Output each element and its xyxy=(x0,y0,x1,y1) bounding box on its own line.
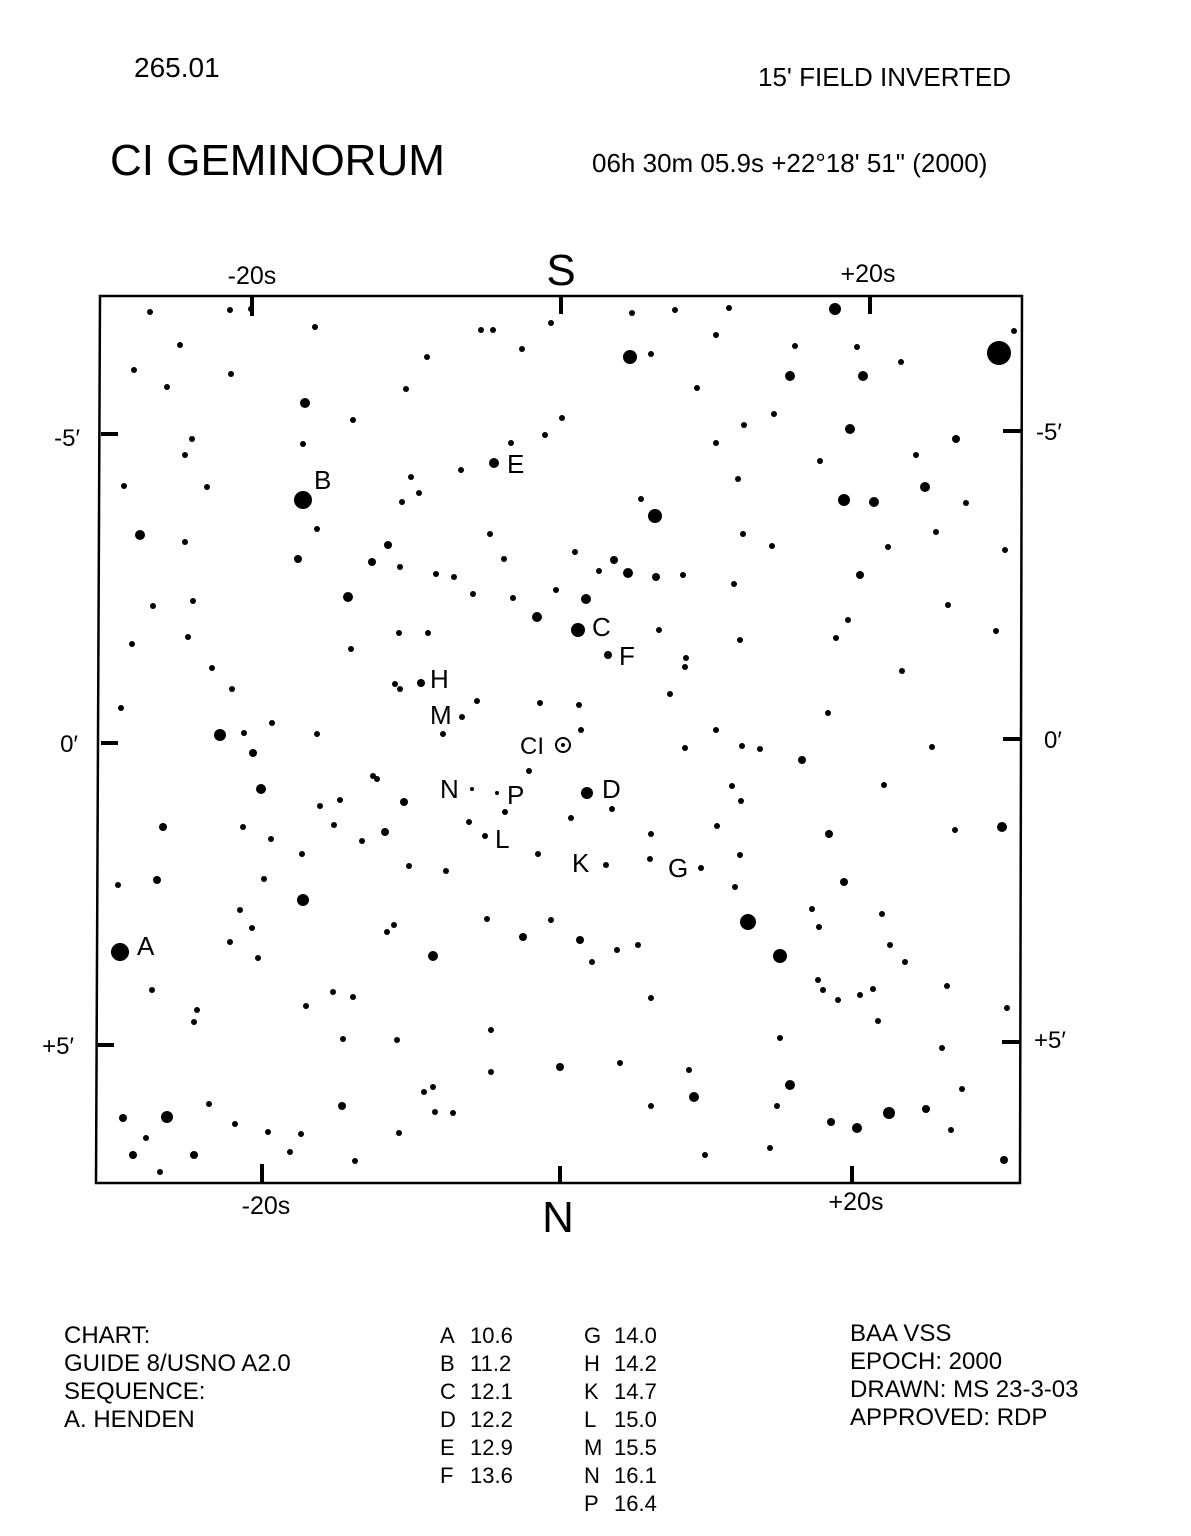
dec-label-right-1: -5′ xyxy=(1036,419,1062,446)
sequence-mag: 15.0 xyxy=(614,1407,657,1432)
comparison-label-m: M xyxy=(430,700,452,730)
dec-label-left-1: -5′ xyxy=(54,425,80,452)
footer-right-line: DRAWN: MS 23-3-03 xyxy=(850,1376,1079,1403)
comparison-star-m xyxy=(459,714,465,720)
sequence-id: P xyxy=(584,1491,599,1516)
comparison-star-f xyxy=(604,651,612,659)
comparison-label-k: K xyxy=(572,848,590,878)
footer-right-line: APPROVED: RDP xyxy=(850,1404,1048,1431)
sequence-id: M xyxy=(584,1435,603,1460)
comparison-star-g xyxy=(698,865,704,871)
ra-label-bottom-left: -20s xyxy=(241,1192,291,1220)
footer-left-line: GUIDE 8/USNO A2.0 xyxy=(64,1350,291,1377)
comparison-star-k xyxy=(603,862,609,868)
sequence-row xyxy=(584,1406,657,1434)
sequence-id: C xyxy=(440,1379,456,1404)
comparison-label-g: G xyxy=(668,853,689,883)
sequence-mag: 12.1 xyxy=(470,1379,513,1404)
comparison-label-h: H xyxy=(430,664,449,694)
sequence-mag: 12.2 xyxy=(470,1407,513,1432)
dec-label-left-3: +5′ xyxy=(42,1033,74,1060)
sequence-mag: 13.6 xyxy=(470,1463,513,1488)
star-name-title: CI GEMINORUM xyxy=(110,136,445,185)
comparison-star-c xyxy=(571,623,585,637)
sequence-table-column-1 xyxy=(440,1322,513,1490)
footer-right-line: EPOCH: 2000 xyxy=(850,1348,1003,1375)
footer-right-line: BAA VSS xyxy=(850,1320,952,1347)
field-note: 15' FIELD INVERTED xyxy=(758,62,1012,92)
sequence-id: L xyxy=(584,1407,597,1432)
variable-star-label: CI xyxy=(520,733,544,760)
sequence-row xyxy=(440,1434,513,1462)
ra-label-top-left: -20s xyxy=(227,262,277,290)
comparison-label-d: D xyxy=(602,774,621,804)
footer-left-line: SEQUENCE: xyxy=(64,1378,206,1405)
sequence-id: G xyxy=(584,1323,602,1348)
comparison-label-n: N xyxy=(440,774,459,804)
comparison-label-p: P xyxy=(507,780,525,810)
sequence-id: E xyxy=(440,1435,455,1460)
sequence-mag: 14.7 xyxy=(614,1379,657,1404)
comparison-label-e: E xyxy=(507,449,525,479)
sequence-id: F xyxy=(440,1463,454,1488)
sequence-row xyxy=(584,1378,657,1406)
sequence-row xyxy=(440,1462,513,1490)
comparison-star-n xyxy=(470,787,474,791)
comparison-label-a: A xyxy=(137,931,155,961)
ra-label-top-right: +20s xyxy=(840,260,896,288)
comparison-star-d xyxy=(581,787,593,799)
sequence-row xyxy=(440,1322,513,1350)
variable-star-ci xyxy=(556,738,570,752)
sequence-mag: 11.2 xyxy=(470,1351,512,1376)
sequence-mag: 12.9 xyxy=(470,1435,513,1460)
dec-label-right-2: 0′ xyxy=(1044,727,1062,754)
sequence-id: K xyxy=(584,1379,599,1404)
comparison-star-l xyxy=(482,833,488,839)
sequence-mag: 10.6 xyxy=(470,1323,513,1348)
sequence-id: H xyxy=(584,1351,600,1376)
sequence-row xyxy=(584,1490,657,1518)
footer-left-line: A. HENDEN xyxy=(64,1406,195,1433)
comparison-star-h xyxy=(417,679,425,687)
dec-label-left-2: 0′ xyxy=(60,731,78,758)
comparison-stars xyxy=(417,458,704,871)
sequence-row xyxy=(440,1406,513,1434)
sequence-id: A xyxy=(440,1323,455,1348)
sequence-row xyxy=(584,1350,657,1378)
sequence-id: B xyxy=(440,1351,455,1376)
footer-left-line: CHART: xyxy=(64,1322,151,1349)
comparison-label-b: B xyxy=(314,465,332,495)
sequence-table-column-2 xyxy=(584,1322,657,1518)
dec-label-right-3: +5′ xyxy=(1034,1027,1066,1054)
ra-label-bottom-right: +20s xyxy=(828,1188,884,1216)
sequence-row xyxy=(584,1322,657,1350)
sequence-row xyxy=(440,1378,513,1406)
sequence-id: N xyxy=(584,1463,600,1488)
comparison-label-l: L xyxy=(495,824,510,854)
sequence-mag: 16.1 xyxy=(614,1463,657,1488)
direction-north: N xyxy=(542,1193,574,1242)
sequence-mag: 14.0 xyxy=(614,1323,657,1348)
sequence-row xyxy=(584,1462,657,1490)
chart-source-info xyxy=(64,1322,291,1434)
comparison-label-f: F xyxy=(619,641,635,671)
sequence-mag: 15.5 xyxy=(614,1435,657,1460)
star-coordinates: 06h 30m 05.9s +22°18' 51" (2000) xyxy=(592,148,988,178)
sequence-mag: 16.4 xyxy=(614,1491,657,1516)
sequence-mag: 14.2 xyxy=(614,1351,657,1376)
chart-number: 265.01 xyxy=(134,52,220,83)
chart-credits xyxy=(850,1320,1079,1432)
sequence-row xyxy=(440,1350,513,1378)
sequence-row xyxy=(584,1434,657,1462)
comparison-star-e xyxy=(489,458,499,468)
direction-south: S xyxy=(546,246,576,295)
comparison-star-p xyxy=(495,791,499,795)
comparison-label-c: C xyxy=(592,612,611,642)
sequence-id: D xyxy=(440,1407,456,1432)
